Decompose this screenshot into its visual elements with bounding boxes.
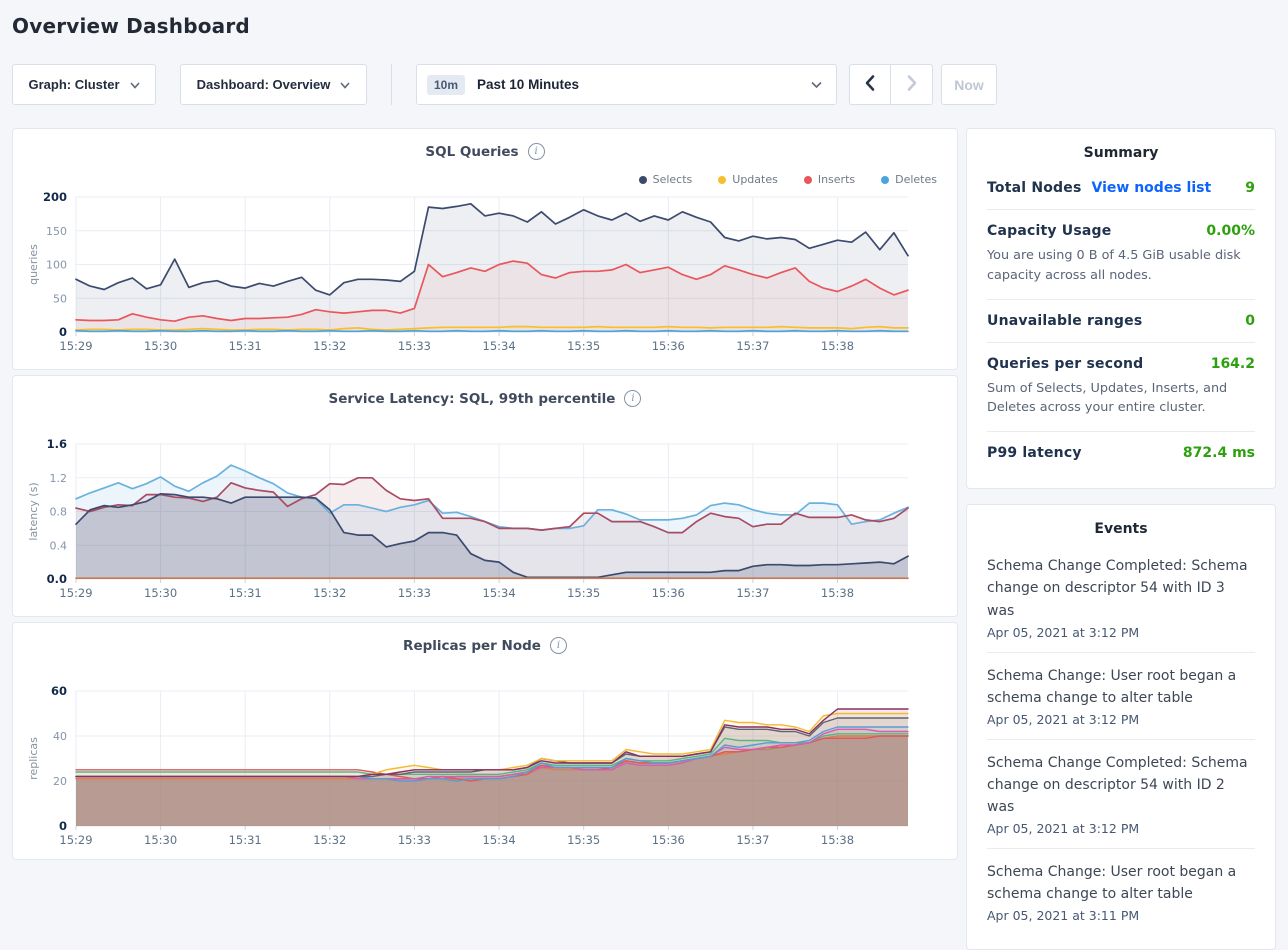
svg-text:15:34: 15:34 xyxy=(482,586,516,600)
svg-text:15:32: 15:32 xyxy=(313,339,347,353)
chevron-down-icon xyxy=(130,77,140,92)
page-title: Overview Dashboard xyxy=(12,14,250,38)
chart-title: SQL Queries xyxy=(425,144,519,160)
svg-text:15:38: 15:38 xyxy=(820,833,855,847)
summary-value: 872.4 ms xyxy=(1182,445,1255,462)
time-range-picker[interactable] xyxy=(416,64,837,105)
summary-item xyxy=(987,431,1255,474)
svg-text:15:35: 15:35 xyxy=(567,833,601,847)
svg-text:15:37: 15:37 xyxy=(736,586,770,600)
svg-text:15:32: 15:32 xyxy=(313,586,347,600)
summary-item xyxy=(987,342,1255,432)
event-text: Schema Change Completed: Schema change on descriptor 54 with ID 2 was xyxy=(987,754,1248,816)
event-timestamp: Apr 05, 2021 at 3:12 PM xyxy=(987,821,1140,837)
svg-text:15:31: 15:31 xyxy=(228,586,262,600)
chart-head xyxy=(13,129,957,179)
legend-dot-icon xyxy=(718,176,726,184)
event-text: Schema Change Completed: Schema change on descriptor 54 with ID 3 was xyxy=(987,558,1248,619)
svg-text:15:38: 15:38 xyxy=(820,339,855,353)
toolbar-divider xyxy=(391,64,392,105)
chart-legend xyxy=(639,173,937,186)
summary-label: Capacity Usage xyxy=(987,223,1112,239)
svg-text:15:34: 15:34 xyxy=(482,833,516,847)
chevron-left-icon xyxy=(865,75,875,94)
svg-text:0.4: 0.4 xyxy=(49,539,67,553)
legend-label: Inserts xyxy=(817,173,856,186)
event-item[interactable] xyxy=(987,543,1255,651)
replicas-per-node-chart[interactable] xyxy=(13,673,959,858)
legend-label: Selects xyxy=(652,173,693,186)
svg-text:latency (s): latency (s) xyxy=(27,482,40,541)
legend-item-deletes[interactable] xyxy=(881,173,937,186)
svg-text:1.2: 1.2 xyxy=(49,471,67,485)
svg-text:queries: queries xyxy=(27,244,40,285)
chart-title: Replicas per Node xyxy=(403,638,541,654)
svg-text:15:31: 15:31 xyxy=(228,339,262,353)
svg-text:100: 100 xyxy=(46,258,67,272)
svg-text:150: 150 xyxy=(46,224,67,238)
chevron-down-icon xyxy=(811,77,822,92)
svg-text:15:35: 15:35 xyxy=(567,339,601,353)
legend-dot-icon xyxy=(639,176,647,184)
svg-text:15:36: 15:36 xyxy=(651,339,685,353)
sql-queries-chart[interactable] xyxy=(13,179,959,364)
event-item[interactable] xyxy=(987,739,1255,848)
info-icon[interactable]: i xyxy=(550,637,567,654)
svg-text:15:38: 15:38 xyxy=(820,586,855,600)
svg-text:60: 60 xyxy=(50,684,67,698)
charts-column xyxy=(12,128,958,860)
svg-text:0.0: 0.0 xyxy=(46,572,67,586)
svg-text:15:33: 15:33 xyxy=(397,586,431,600)
time-pager xyxy=(849,64,933,105)
summary-label: Total Nodes xyxy=(987,180,1082,196)
svg-text:15:36: 15:36 xyxy=(651,833,685,847)
chevron-right-icon xyxy=(907,75,917,94)
svg-text:40: 40 xyxy=(53,730,67,743)
svg-text:15:34: 15:34 xyxy=(482,339,516,353)
dashboard-dropdown[interactable] xyxy=(180,64,367,105)
summary-rows xyxy=(967,167,1275,488)
summary-label: P99 latency xyxy=(987,445,1082,462)
legend-dot-icon xyxy=(804,176,812,184)
summary-value: 9 xyxy=(1245,180,1255,196)
event-text: Schema Change: User root began a schema change to alter table xyxy=(987,864,1237,903)
svg-text:15:33: 15:33 xyxy=(397,833,431,847)
summary-item xyxy=(987,167,1255,209)
summary-value: 0 xyxy=(1245,312,1255,329)
graph-dropdown[interactable] xyxy=(12,64,156,105)
svg-text:50: 50 xyxy=(53,292,67,306)
svg-text:15:29: 15:29 xyxy=(59,833,93,847)
legend-item-inserts[interactable] xyxy=(804,173,855,186)
events-title: Events xyxy=(1094,521,1148,538)
svg-text:15:30: 15:30 xyxy=(144,833,178,847)
view-nodes-link[interactable]: View nodes list xyxy=(1091,180,1212,196)
svg-text:0.8: 0.8 xyxy=(49,505,67,519)
svg-text:0: 0 xyxy=(58,325,67,339)
chart-title: Service Latency: SQL, 99th percentile xyxy=(328,391,616,407)
chart-head xyxy=(13,623,957,673)
svg-text:1.6: 1.6 xyxy=(46,437,67,451)
sidebar xyxy=(966,128,1276,950)
event-item[interactable] xyxy=(987,652,1255,739)
summary-title: Summary xyxy=(1083,145,1159,161)
info-icon[interactable]: i xyxy=(624,390,641,407)
svg-text:15:30: 15:30 xyxy=(144,339,178,353)
svg-text:15:37: 15:37 xyxy=(736,833,770,847)
dashboard-dropdown-label: Dashboard: Overview xyxy=(196,77,331,92)
summary-item xyxy=(987,209,1255,299)
svg-text:15:35: 15:35 xyxy=(567,586,601,600)
legend-item-selects[interactable] xyxy=(639,173,693,186)
svg-text:15:29: 15:29 xyxy=(59,339,93,353)
events-list xyxy=(967,543,1275,949)
event-timestamp: Apr 05, 2021 at 3:12 PM xyxy=(987,624,1140,640)
time-range-label: Past 10 Minutes xyxy=(477,77,580,92)
svg-text:15:31: 15:31 xyxy=(228,833,262,847)
summary-label: Unavailable ranges xyxy=(987,312,1143,329)
legend-label: Updates xyxy=(732,173,778,186)
svg-text:15:37: 15:37 xyxy=(736,339,770,353)
summary-value: 164.2 xyxy=(1210,355,1255,372)
chevron-down-icon xyxy=(340,77,350,92)
sql-queries-panel xyxy=(12,128,958,370)
svg-text:0: 0 xyxy=(58,819,67,833)
toolbar xyxy=(12,64,1276,105)
event-text: Schema Change: User root began a schema change to alter table xyxy=(987,667,1237,706)
next-time-button xyxy=(891,64,933,105)
content xyxy=(12,128,1276,950)
summary-description: You are using 0 B of 4.5 GiB usable disk capacity across all nodes. xyxy=(987,248,1241,283)
prev-time-button[interactable] xyxy=(849,64,891,105)
service-latency-panel xyxy=(12,375,958,617)
events-panel xyxy=(966,504,1276,950)
svg-text:15:29: 15:29 xyxy=(59,586,93,600)
replicas-per-node-panel xyxy=(12,622,958,860)
now-button: Now xyxy=(941,64,997,105)
service-latency-chart[interactable] xyxy=(13,426,959,611)
summary-description: Sum of Selects, Updates, Inserts, and Deletes across your entire cluster. xyxy=(987,380,1228,416)
svg-text:15:32: 15:32 xyxy=(313,833,347,847)
svg-text:20: 20 xyxy=(53,775,67,788)
event-timestamp: Apr 05, 2021 at 3:12 PM xyxy=(987,711,1140,727)
graph-dropdown-label: Graph: Cluster xyxy=(28,77,120,92)
summary-label: Queries per second xyxy=(987,355,1144,372)
info-icon[interactable]: i xyxy=(528,143,545,160)
svg-text:replicas: replicas xyxy=(27,737,40,780)
summary-value: 0.00% xyxy=(1206,223,1255,239)
legend-dot-icon xyxy=(881,176,889,184)
summary-item xyxy=(987,299,1255,342)
event-item[interactable] xyxy=(987,848,1255,935)
svg-text:15:36: 15:36 xyxy=(651,586,685,600)
svg-text:15:30: 15:30 xyxy=(144,586,178,600)
event-timestamp: Apr 05, 2021 at 3:11 PM xyxy=(987,908,1140,924)
svg-text:15:33: 15:33 xyxy=(397,339,431,353)
time-range-badge: 10m xyxy=(427,75,465,95)
chart-head xyxy=(13,376,957,426)
svg-text:200: 200 xyxy=(42,190,67,204)
legend-item-updates[interactable] xyxy=(718,173,778,186)
summary-panel xyxy=(966,128,1276,489)
legend-label: Deletes xyxy=(895,173,937,186)
